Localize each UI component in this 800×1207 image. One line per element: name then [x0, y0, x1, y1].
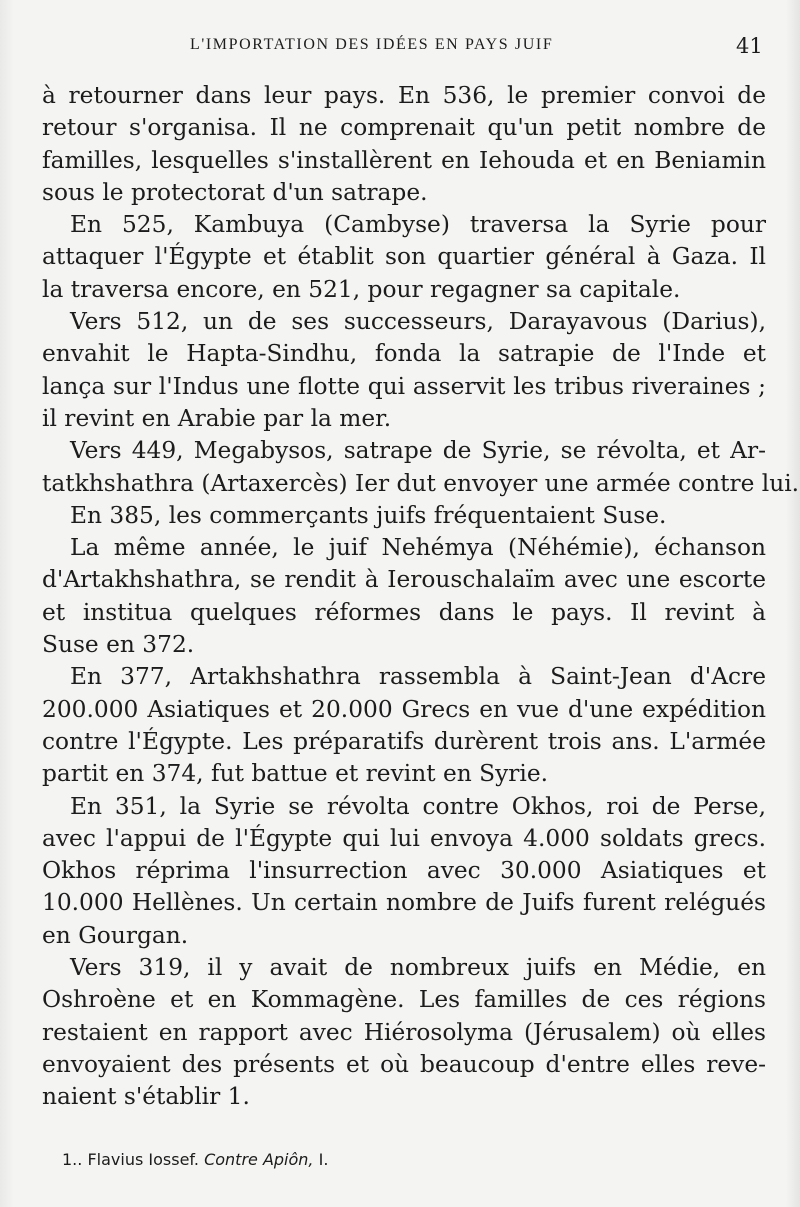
text-line: La même année, le juif Nehémya (Néhémie), échanson [70, 534, 766, 562]
text-line: partit en 374, fut battue et revint en Syrie. [42, 760, 549, 788]
text-line: avec l'appui de l'Égypte qui lui envoya 4.000 soldats grecs. [42, 824, 766, 852]
text-line: Oshroène et en Kommagène. Les familles de ces régions [42, 986, 766, 1014]
text-line: Vers 512, un de ses successeurs, Darayavous (Darius), [70, 308, 766, 336]
text-line: Vers 319, il y avait de nombreux juifs en Médie, en [70, 954, 766, 982]
text-line: restaient en rapport avec Hiérosolyma (Jérusalem) où elles [42, 1018, 766, 1046]
text-line: il revint en Arabie par la mer. [42, 404, 392, 432]
text-line: Suse en 372. [42, 631, 195, 659]
text-line: en Gourgan. [42, 921, 189, 949]
text-line: lança sur l'Indus une flotte qui asservit les tribus riveraines ; [42, 372, 766, 400]
running-header [0, 34, 800, 58]
text-line: En 385, les commerçants juifs fréquentaient Suse. [70, 501, 667, 529]
text-line: attaquer l'Égypte et établit son quartier général à Gaza. Il [42, 243, 766, 271]
text-line: En 377, Artakhshathra rassembla à Saint-Jean d'Acre [70, 663, 766, 691]
text-line: la traversa encore, en 521, pour regagner sa capitale. [42, 275, 681, 303]
text-line: sous le protectorat d'un satrape. [42, 178, 428, 206]
footnote-author: Flavius Iossef. [87, 1150, 199, 1169]
text-line: En 351, la Syrie se révolta contre Okhos, roi de Perse, [70, 792, 766, 820]
text-line: contre l'Égypte. Les préparatifs durèrent trois ans. L'armée [42, 727, 766, 755]
text-line: En 525, Kambuya (Cambyse) traversa la Syrie pour [70, 211, 766, 239]
running-title: L'IMPORTATION DES IDÉES EN PAYS JUIF [190, 36, 554, 53]
text-line: 200.000 Asiatiques et 20.000 Grecs en vue d'une expédition [42, 695, 766, 723]
text-line: tatkhshathra (Artaxercès) Ier dut envoyer une armée contre lui. [42, 469, 800, 497]
text-line: naient s'établir 1. [42, 1083, 250, 1111]
footnote-marker: 1.. [62, 1150, 83, 1169]
text-line: Okhos réprima l'insurrection avec 30.000 Asiatiques et [42, 857, 766, 885]
text-line: retour s'organisa. Il ne comprenait qu'un petit nombre de [42, 114, 766, 142]
footnote-title: Contre Apiôn, [204, 1150, 314, 1169]
footnote [62, 1150, 328, 1169]
page-number: 41 [736, 34, 763, 58]
text-line: d'Artakhshathra, se rendit à Ierouschalaïm avec une escorte [42, 566, 766, 594]
text-line: 10.000 Hellènes. Un certain nombre de Juifs furent relégués [42, 889, 766, 917]
text-line: à retourner dans leur pays. En 536, le premier convoi de [42, 82, 766, 109]
body-text [42, 80, 800, 1114]
text-line: envahit le Hapta-Sindhu, fonda la satrapie de l'Inde et [42, 340, 766, 368]
footnote-volume: I. [318, 1150, 329, 1169]
text-line: Vers 449, Megabysos, satrape de Syrie, se révolta, et Ar- [70, 437, 766, 465]
text-line: et institua quelques réformes dans le pays. Il revint à [42, 598, 766, 626]
text-line: familles, lesquelles s'installèrent en Iehouda et en Beniamin [42, 146, 766, 174]
text-line: envoyaient des présents et où beaucoup d'entre elles reve- [42, 1050, 766, 1078]
